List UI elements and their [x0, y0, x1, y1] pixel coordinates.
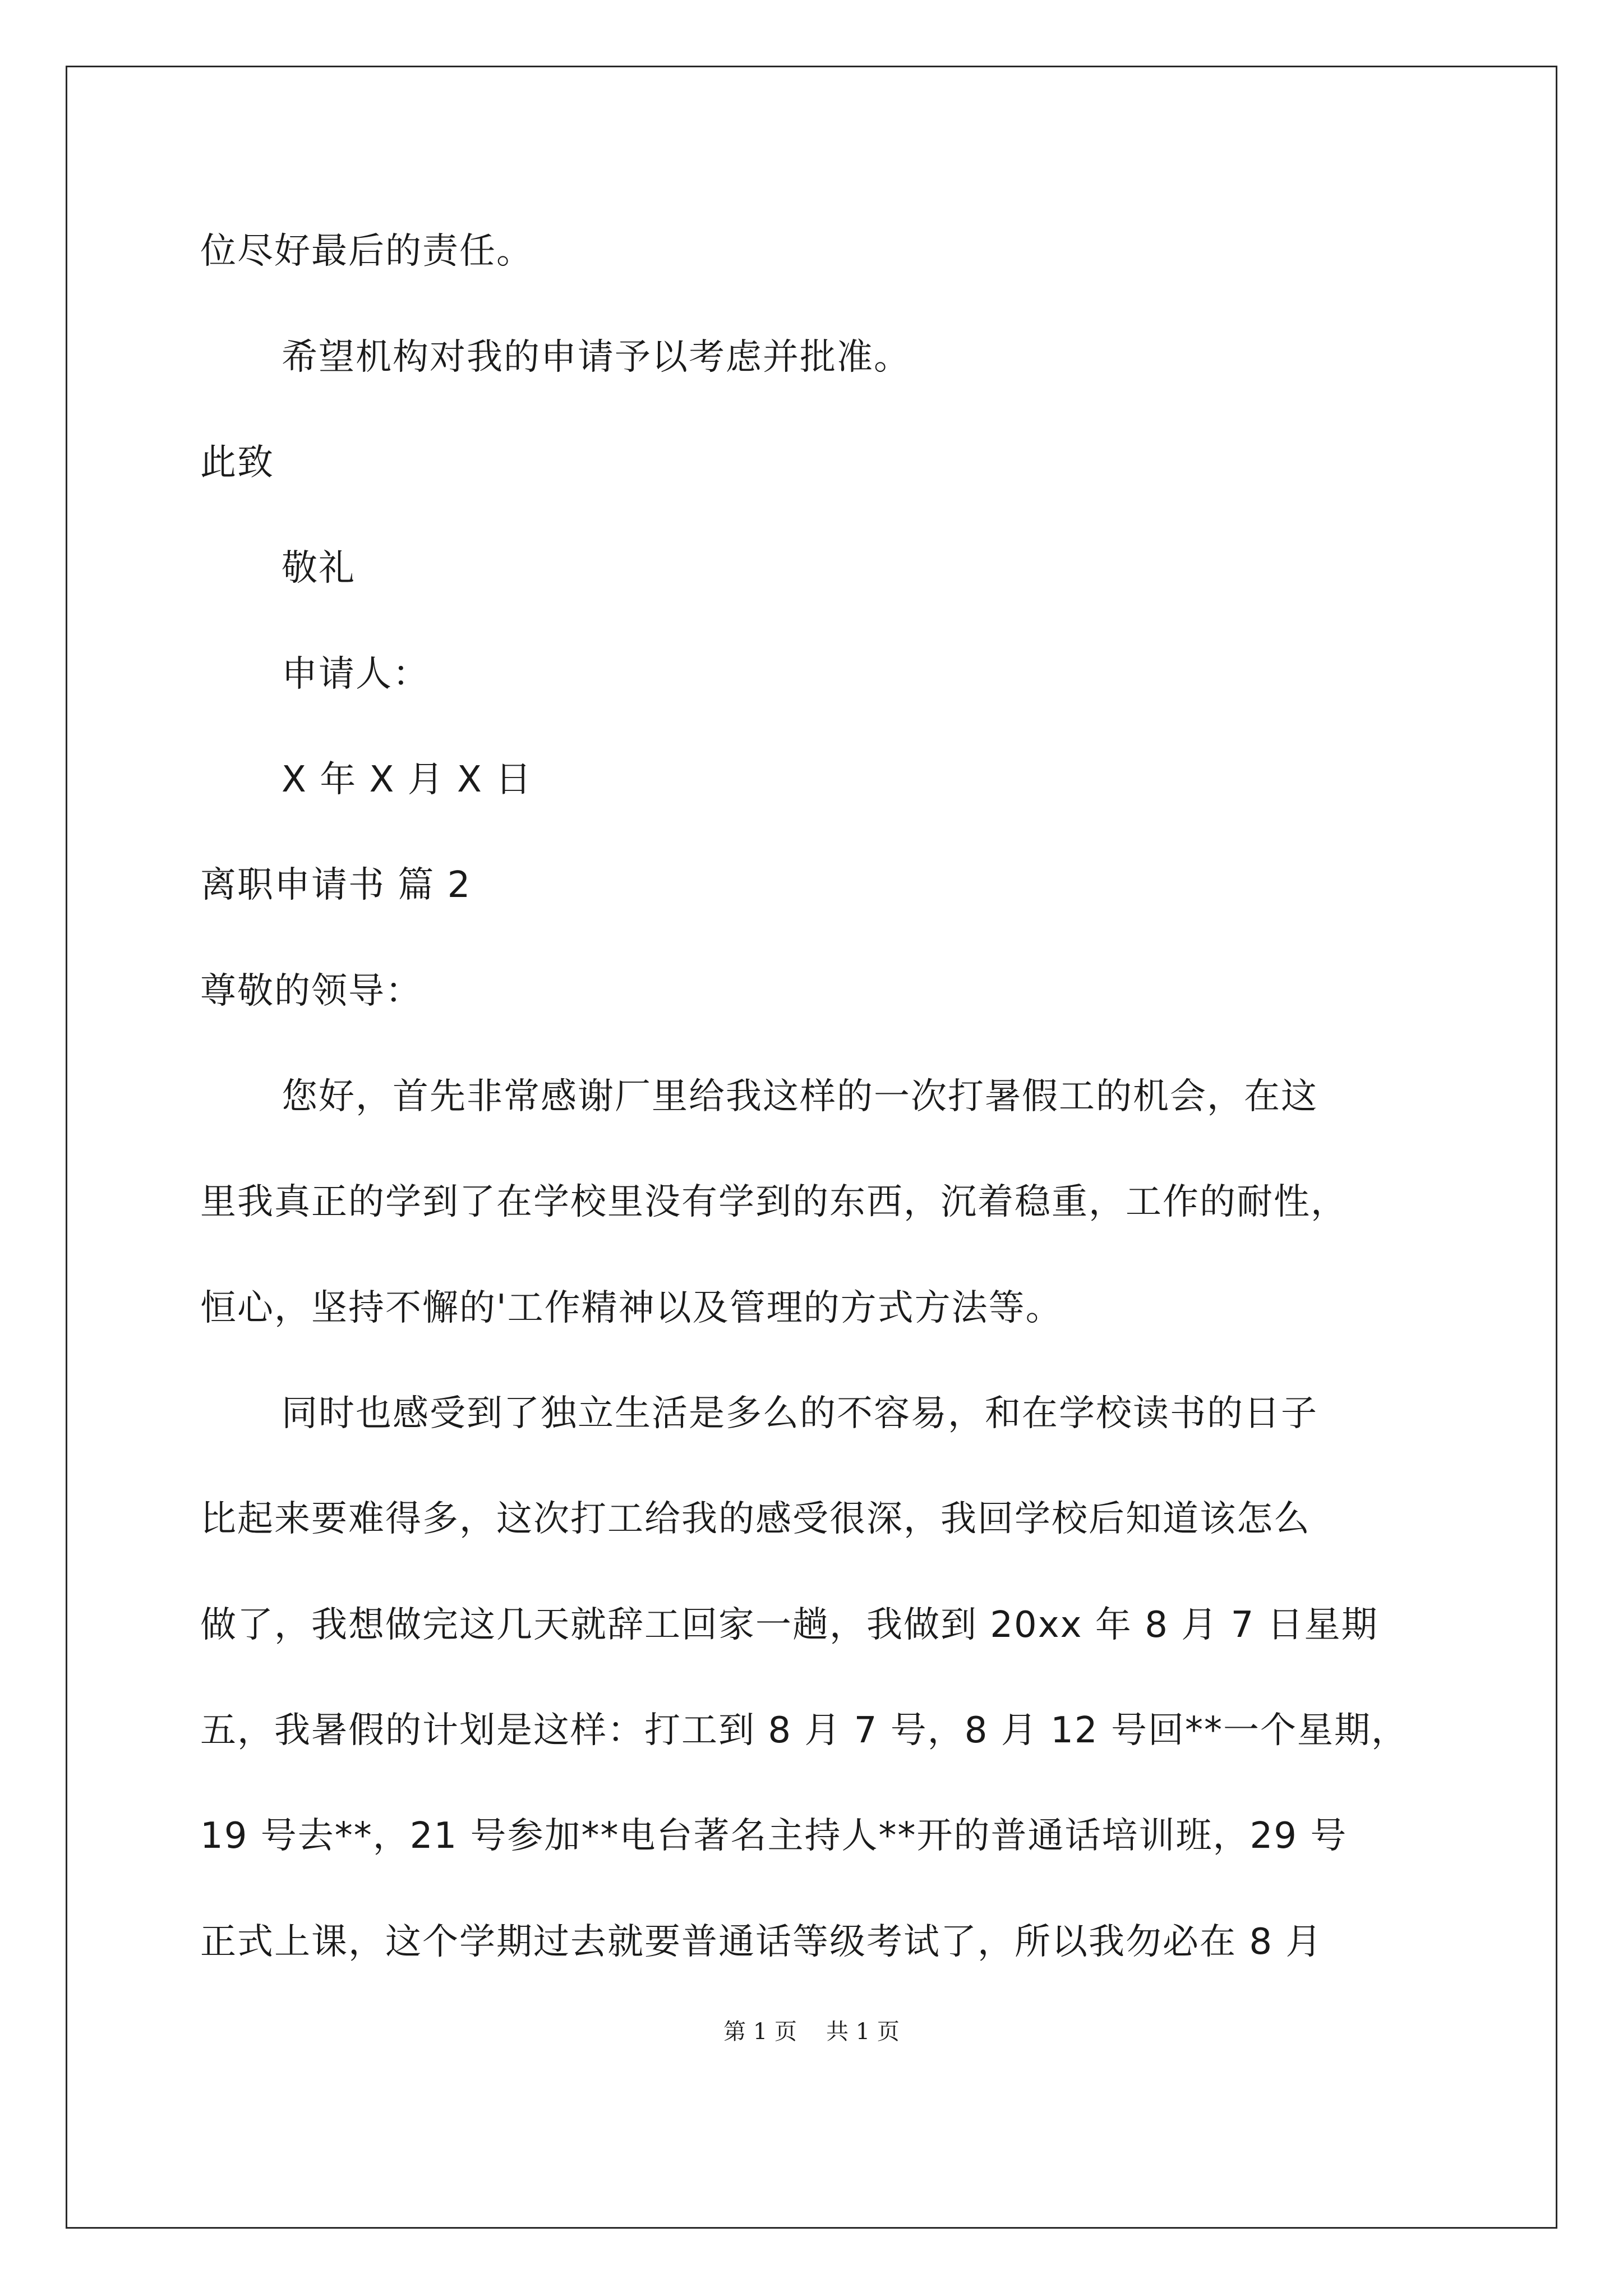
date-line: X 年 X 月 X 日: [282, 759, 533, 800]
page-number: 第 1 页: [723, 2019, 797, 2045]
text-line: 希望机构对我的申请予以考虑并批准。: [282, 337, 911, 378]
text-line: 恒心，坚持不懈的'工作精神以及管理的方式方法等。: [200, 1287, 1063, 1329]
text-line: 同时也感受到了独立生活是多么的不容易，和在学校读书的日子: [282, 1393, 1318, 1434]
text-line: 申请人：: [282, 654, 430, 695]
salutation: 尊敬的领导：: [200, 970, 422, 1012]
page-footer: [0, 2014, 1623, 2046]
page-border: [66, 66, 1557, 2229]
text-line: 做了，我想做完这几天就辞工回家一趟，我做到 20xx 年 8 月 7 日星期: [200, 1604, 1378, 1646]
text-line: 19 号去**，21 号参加**电台著名主持人**开的普通话培训班，29 号: [200, 1815, 1348, 1857]
section-heading: 离职申请书 篇 2: [200, 864, 472, 906]
text-line: 里我真正的学到了在学校里没有学到的东西，沉着稳重，工作的耐性，: [200, 1181, 1348, 1223]
text-line: 比起来要难得多，这次打工给我的感受很深，我回学校后知道该怎么: [200, 1498, 1311, 1540]
text-line: 位尽好最后的责任。: [200, 231, 533, 272]
page-total: 共 1 页: [826, 2019, 900, 2045]
text-line: 五，我暑假的计划是这样：打工到 8 月 7 号，8 月 12 号回**一个星期，: [200, 1710, 1408, 1751]
text-line: 敬礼: [282, 547, 356, 589]
text-line: 正式上课，这个学期过去就要普通话等级考试了，所以我勿必在 8 月: [200, 1921, 1323, 1963]
text-line: 您好，首先非常感谢厂里给我这样的一次打暑假工的机会，在这: [282, 1076, 1318, 1117]
text-line: 此致: [200, 442, 274, 484]
